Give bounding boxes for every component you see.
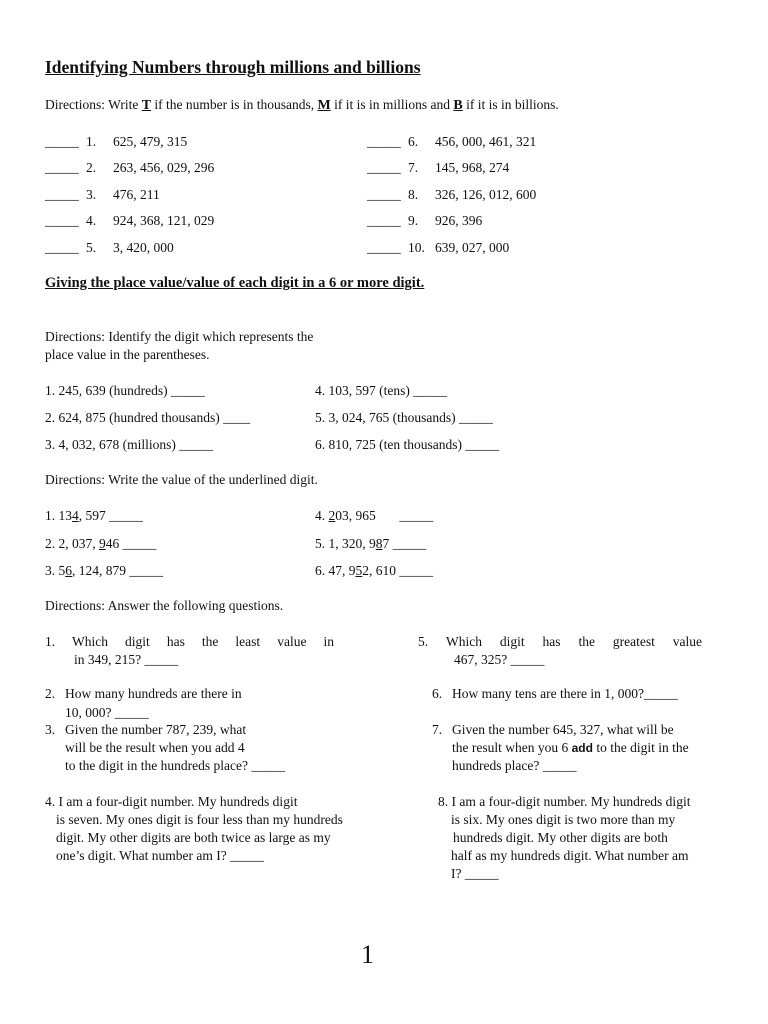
value-item: 2. 2, 037, 946 _____ — [45, 536, 157, 551]
item-number: 1. — [86, 134, 97, 149]
item-number: 5. — [86, 240, 97, 255]
directions-line: place value in the parentheses. — [45, 347, 210, 362]
question-text: How many tens are there in 1, 000?_____ — [452, 686, 678, 701]
question-text: digit. My other digits are both twice as large as my — [56, 830, 331, 845]
item-number: 8. — [408, 187, 419, 202]
directions-line: Directions: Write the value of the underlined digit. — [45, 472, 318, 487]
page-title: Identifying Numbers through millions and billions — [45, 57, 421, 77]
item-number: 9. — [408, 213, 419, 228]
underlined-digit: 6 — [65, 563, 72, 578]
value-item: 3. 56, 124, 879 _____ — [45, 563, 164, 578]
directions-line: Directions: Identify the digit which represents the — [45, 329, 314, 344]
question-text: to the digit in the hundreds place? _____ — [65, 758, 286, 773]
list-item: _____ — [45, 240, 79, 255]
list-item: _____ — [45, 160, 79, 175]
question-number: 1. — [45, 634, 56, 649]
question-text: one’s digit. What number am I? _____ — [56, 848, 264, 863]
item-number: 4. — [86, 213, 97, 228]
value-item: 4. 203, 965 _____ — [315, 508, 434, 523]
item-value: 263, 456, 029, 296 — [113, 160, 215, 175]
item-number: 7. — [408, 160, 419, 175]
question-text: How many hundreds are there in — [65, 686, 242, 701]
question-text: hundreds place? _____ — [452, 758, 577, 773]
place-value-item: 3. 4, 032, 678 (millions) _____ — [45, 437, 213, 452]
section-heading: Giving the place value/value of each digit in a 6 or more digit. — [45, 275, 425, 291]
place-value-item: 2. 624, 875 (hundred thousands) ____ — [45, 410, 251, 425]
question-text: Which digit has the least value in — [72, 634, 334, 649]
question-text: Which digit has the greatest value — [446, 634, 702, 649]
item-value: 924, 368, 121, 029 — [113, 213, 215, 228]
underlined-digit: 2 — [328, 508, 336, 523]
question-number: 7. — [432, 722, 443, 737]
question-text: I? _____ — [451, 866, 499, 881]
list-item: _____ — [367, 213, 401, 228]
place-value-item: 4. 103, 597 (tens) _____ — [315, 383, 447, 398]
question-text: will be the result when you add 4 — [65, 740, 245, 755]
value-item: 6. 47, 952, 610 _____ — [315, 563, 434, 578]
item-value: 326, 126, 012, 600 — [435, 187, 537, 202]
question-text: 4. I am a four-digit number. My hundreds digit — [45, 794, 298, 809]
place-value-item: 5. 3, 024, 765 (thousands) _____ — [315, 410, 493, 425]
place-value-item: 6. 810, 725 (ten thousands) _____ — [315, 437, 500, 452]
question-text: the result when you 6 add to the digit in the — [452, 740, 689, 755]
item-value: 639, 027, 000 — [435, 240, 510, 255]
letter-m: M — [317, 98, 331, 113]
item-value: 3, 420, 000 — [113, 240, 174, 255]
list-item: _____ — [45, 187, 79, 202]
question-text: half as my hundreds digit. What number am — [451, 848, 689, 863]
list-item: _____ — [367, 134, 401, 149]
underlined-digit: 9 — [99, 536, 106, 551]
letter-t: T — [141, 98, 152, 113]
list-item: _____ — [367, 240, 401, 255]
question-number: 5. — [418, 634, 429, 649]
value-item: 5. 1, 320, 987 _____ — [315, 536, 427, 551]
item-number: 10. — [408, 240, 425, 255]
question-text: is six. My ones digit is two more than my — [451, 812, 676, 827]
item-value: 926, 396 — [435, 213, 483, 228]
question-text: is seven. My ones digit is four less than my hundreds — [56, 812, 343, 827]
underlined-digit: 8 — [375, 536, 383, 551]
list-item: _____ — [367, 160, 401, 175]
underlined-digit: 4 — [72, 508, 79, 523]
directions-part1: Directions: Write T if the number is in thousands, M if it is in millions and B if it is in billions. — [45, 97, 559, 113]
question-text: 8. I am a four-digit number. My hundreds digit — [438, 794, 691, 809]
list-item: _____ — [45, 213, 79, 228]
item-number: 2. — [86, 160, 97, 175]
list-item: _____ — [367, 187, 401, 202]
question-text: in 349, 215? _____ — [74, 652, 179, 667]
item-value: 456, 000, 461, 321 — [435, 134, 537, 149]
item-number: 3. — [86, 187, 97, 202]
letter-b: B — [453, 98, 463, 113]
item-value: 145, 968, 274 — [435, 160, 510, 175]
underlined-digit: 5 — [355, 563, 363, 578]
item-number: 6. — [408, 134, 419, 149]
directions-line: Directions: Answer the following questions. — [45, 598, 284, 613]
question-number: 3. — [45, 722, 56, 737]
question-text: 10, 000? _____ — [65, 705, 149, 720]
value-item: 1. 134, 597 _____ — [45, 508, 143, 523]
item-value: 476, 211 — [113, 187, 160, 202]
question-text: Given the number 787, 239, what — [65, 722, 247, 737]
question-text: 467, 325? _____ — [454, 652, 545, 667]
place-value-item: 1. 245, 639 (hundreds) _____ — [45, 383, 205, 398]
question-text: Given the number 645, 327, what will be — [452, 722, 674, 737]
question-number: 6. — [432, 686, 443, 701]
question-number: 2. — [45, 686, 56, 701]
page-number: 1 — [361, 940, 374, 969]
item-value: 625, 479, 315 — [113, 134, 188, 149]
list-item: _____ — [45, 134, 79, 149]
question-text: hundreds digit. My other digits are both — [453, 830, 668, 845]
